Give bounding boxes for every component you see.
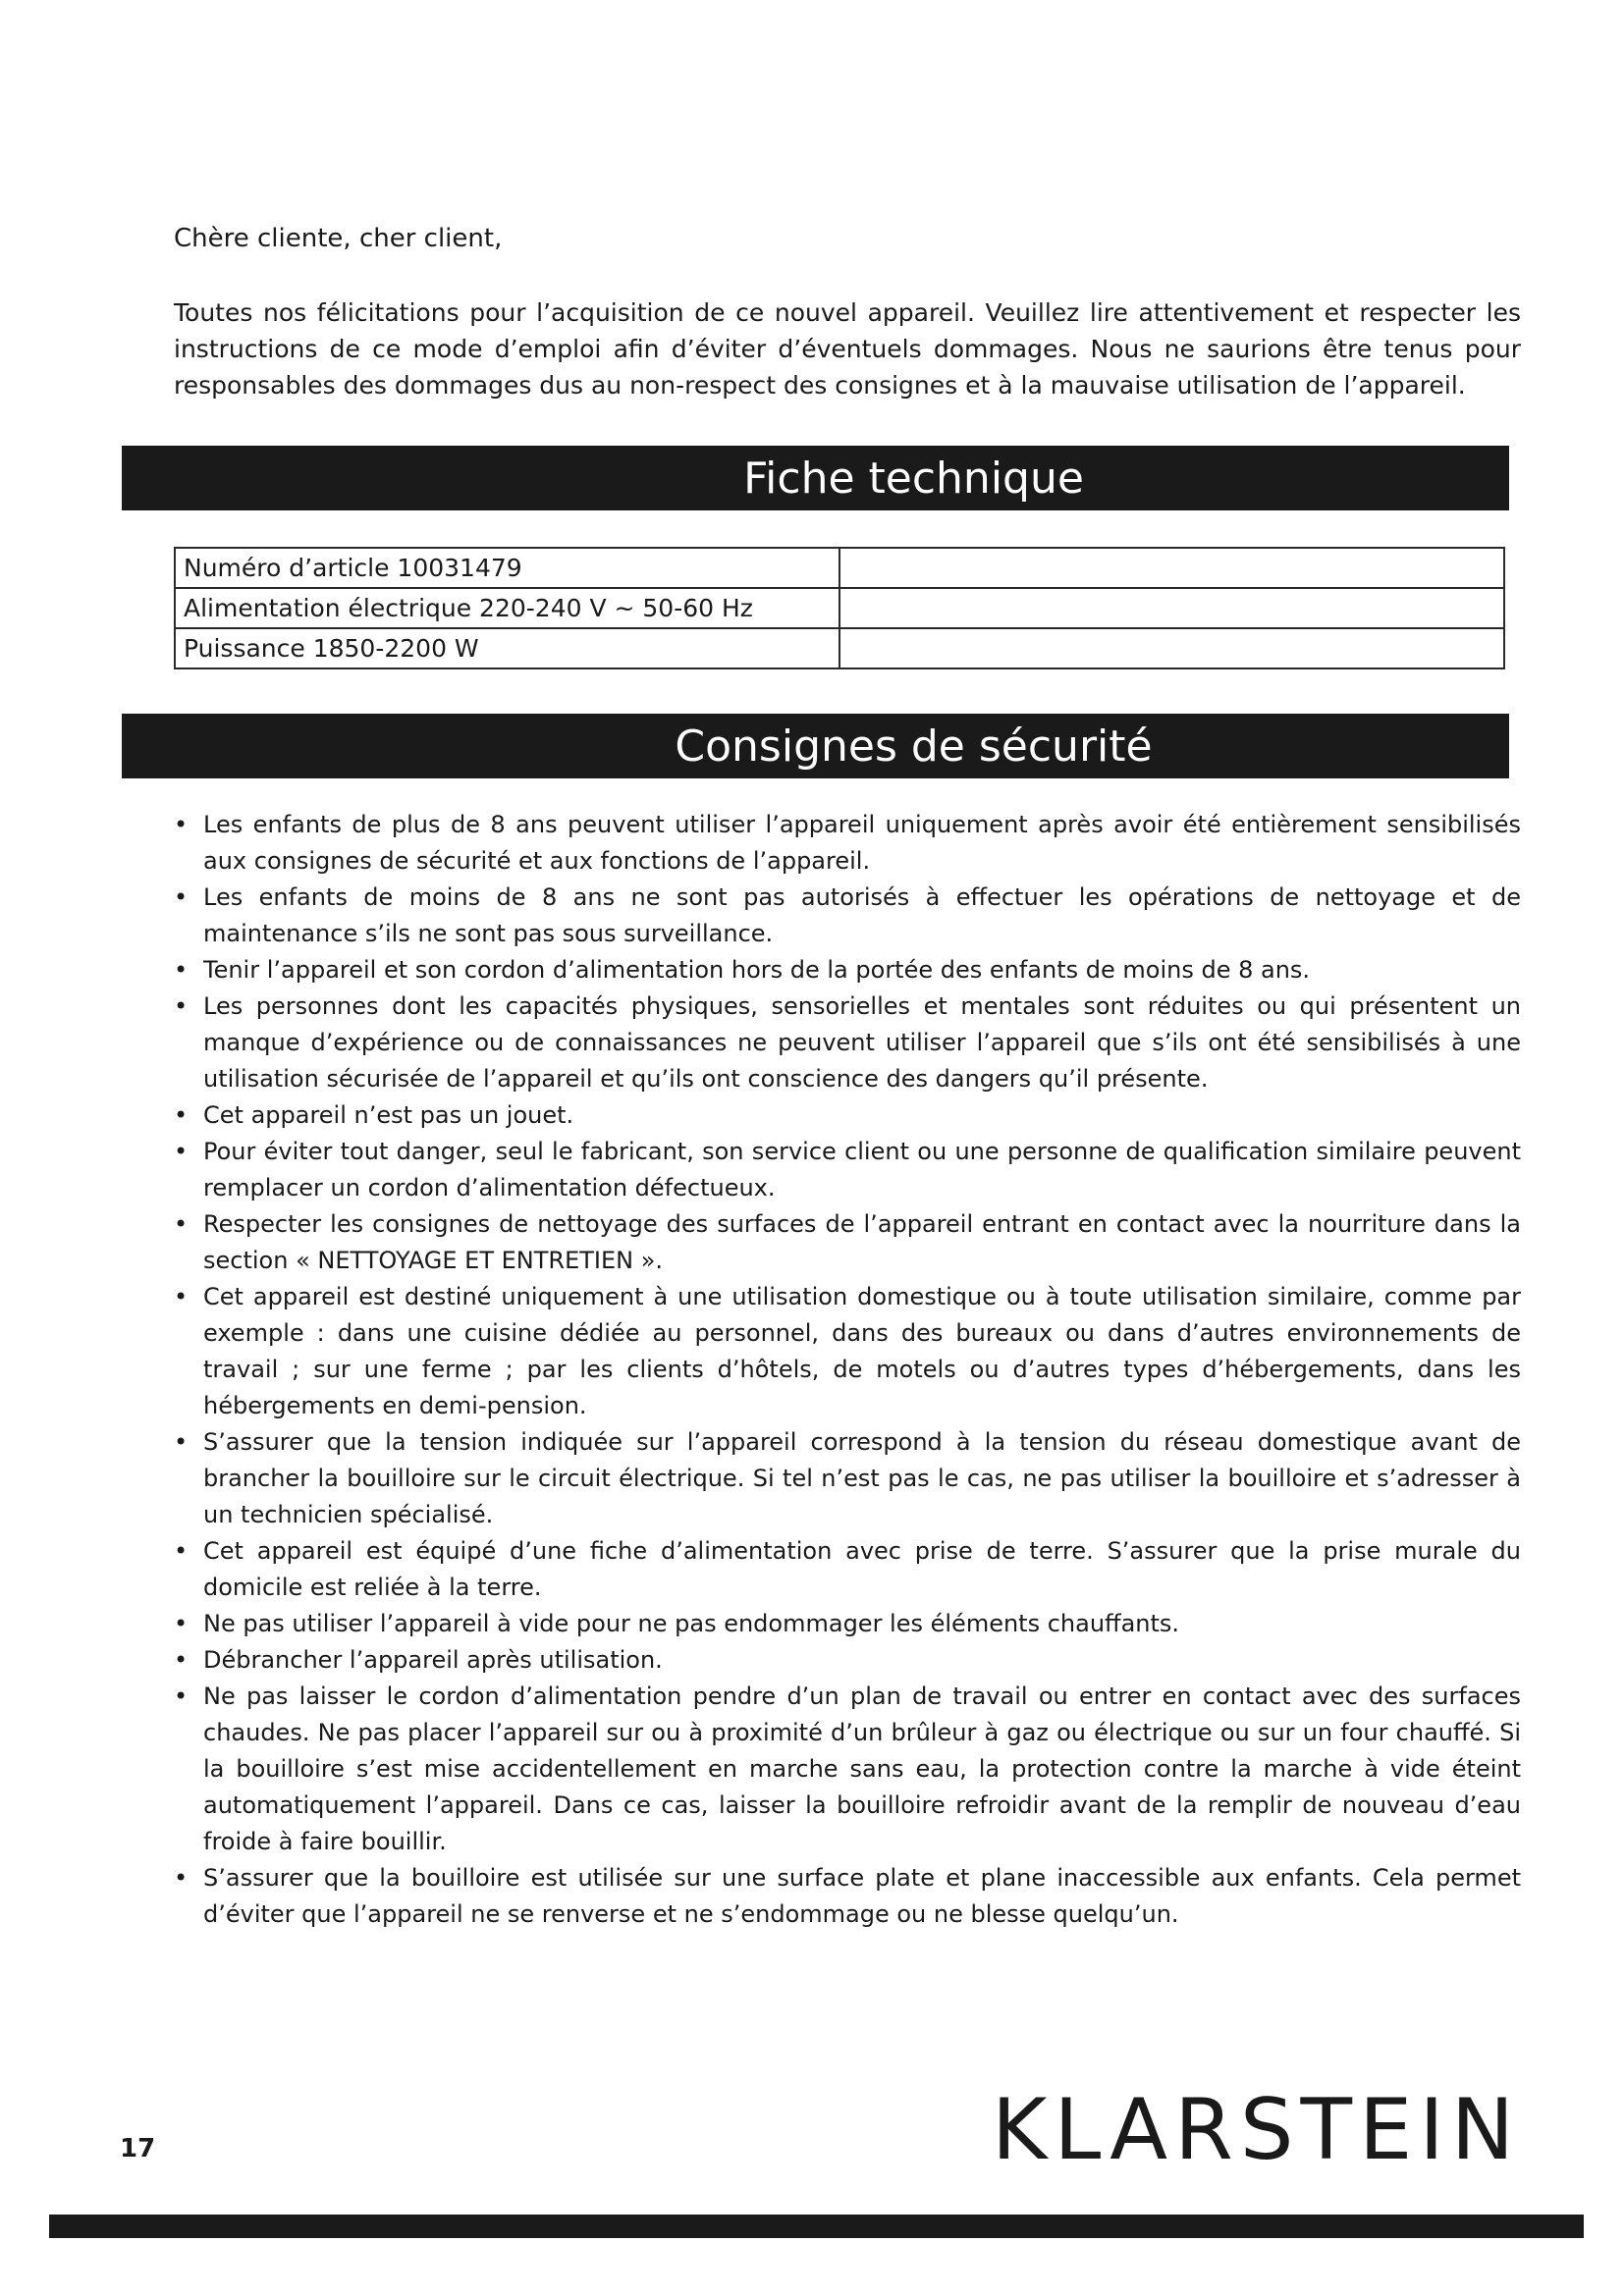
bullet-icon: • xyxy=(174,1138,189,1165)
list-item-text: Cet appareil est destiné uniquement à une utilisation domestique ou à toute utilisation similaire, comme par exemple : dans une cuisine dédiée au personnel, dans des bureaux ou dans d’autres environnements de travail ; sur une ferme ; par les clients d’hôtels, de motels ou d’autres types d’hébergements, dans les hébergements en demi-pension. xyxy=(203,1283,1521,1419)
list-item xyxy=(174,952,1521,988)
list-item-text: Respecter les consignes de nettoyage des surfaces de l’appareil entrant en contact avec la nourriture dans la section « NETTOYAGE ET ENTRETIEN ». xyxy=(203,1210,1521,1274)
list-item xyxy=(174,1134,1521,1206)
list-item-text: Ne pas utiliser l’appareil à vide pour ne pas endommager les éléments chauffants. xyxy=(203,1610,1180,1637)
list-item-text: Cet appareil n’est pas un jouet. xyxy=(203,1101,574,1129)
table-row xyxy=(175,548,1504,588)
bullet-icon: • xyxy=(174,1682,189,1710)
bullet-icon: • xyxy=(174,1864,189,1892)
bullet-icon: • xyxy=(174,1283,189,1310)
brand-logo: KLARSTEIN xyxy=(992,2081,1522,2179)
safety-list xyxy=(174,807,1521,1933)
list-item xyxy=(174,1860,1521,1933)
list-item-text: Les enfants de moins de 8 ans ne sont pas autorisés à effectuer les opérations de nettoyage et de maintenance s’ils ne sont pas sous surveillance. xyxy=(203,883,1521,947)
bullet-icon: • xyxy=(174,1428,189,1456)
greeting: Chère cliente, cher client, xyxy=(174,224,503,253)
bullet-icon: • xyxy=(174,1610,189,1637)
footer-rule xyxy=(49,2215,1584,2238)
list-item-text: Ne pas laisser le cordon d’alimentation pendre d’un plan de travail ou entrer en contact avec des surfaces chaudes. Ne pas placer l’appareil sur ou à proximité d’un brûleur à gaz ou électrique ou sur un four chauffé. Si la bouilloire s’est mise accidentellement en marche sans eau, la protection contre la marche à vide éteint automatiquement l’appareil. Dans ce cas, laisser la bouilloire refroidir avant de la remplir de nouveau d’eau froide à faire bouillir. xyxy=(203,1682,1521,1855)
bullet-icon: • xyxy=(174,1537,189,1565)
intro-paragraph: Toutes nos félicitations pour l’acquisition de ce nouvel appareil. Veuillez lire attentivement et respecter les instructions de ce mode d’emploi afin d’éviter d’éventuels dommages. Nous ne saurions être tenus pour responsables des dommages dus au non-respect des consignes et à la mauvaise utilisation de l’appareil. xyxy=(174,298,1521,400)
list-item xyxy=(174,988,1521,1097)
table-row xyxy=(175,588,1504,628)
spec-label: Puissance 1850-2200 W xyxy=(175,628,839,668)
list-item-text: Cet appareil est équipé d’une fiche d’alimentation avec prise de terre. S’assurer que la prise murale du domicile est reliée à la terre. xyxy=(203,1537,1521,1601)
bullet-icon: • xyxy=(174,811,189,838)
spec-label: Numéro d’article 10031479 xyxy=(175,548,839,588)
table-row xyxy=(175,628,1504,668)
list-item-text: S’assurer que la bouilloire est utilisée sur une surface plate et plane inaccessible aux enfants. Cela permet d’éviter que l’appareil ne se renverse et ne s’endommage ou ne blesse quelqu’un. xyxy=(203,1864,1521,1928)
list-item-text: Les personnes dont les capacités physiques, sensorielles et mentales sont réduites ou qui présentent un manque d’expérience ou de connaissances ne peuvent utiliser l’appareil que s’ils ont été sensibilisés à une utilisation sécurisée de l’appareil et qu’ils ont conscience des dangers qu’il présente. xyxy=(203,992,1521,1093)
list-item-text: Les enfants de plus de 8 ans peuvent utiliser l’appareil uniquement après avoir été entièrement sensibilisés aux consignes de sécurité et aux fonctions de l’appareil. xyxy=(203,811,1521,875)
list-item xyxy=(174,1424,1521,1533)
list-item xyxy=(174,880,1521,952)
bullet-icon: • xyxy=(174,992,189,1020)
list-item xyxy=(174,1533,1521,1606)
list-item xyxy=(174,807,1521,880)
list-item-text: Tenir l’appareil et son cordon d’alimentation hors de la portée des enfants de moins de 8 ans. xyxy=(203,956,1311,984)
list-item xyxy=(174,1097,1521,1134)
spec-value xyxy=(839,628,1504,668)
spec-label: Alimentation électrique 220-240 V ~ 50-60 Hz xyxy=(175,588,839,628)
consignes-heading: Consignes de sécurité xyxy=(122,714,1509,778)
list-item xyxy=(174,1279,1521,1424)
list-item xyxy=(174,1679,1521,1860)
bullet-icon: • xyxy=(174,1210,189,1238)
bullet-icon: • xyxy=(174,956,189,984)
spec-value xyxy=(839,548,1504,588)
bullet-icon: • xyxy=(174,1646,189,1674)
page-number: 17 xyxy=(120,2134,156,2163)
bullet-icon: • xyxy=(174,883,189,911)
bullet-icon: • xyxy=(174,1101,189,1129)
list-item-text: S’assurer que la tension indiquée sur l’appareil correspond à la tension du réseau domestique avant de brancher la bouilloire sur le circuit électrique. Si tel n’est pas le cas, ne pas utiliser la bouilloire et s’adresser à un technicien spécialisé. xyxy=(203,1428,1521,1528)
tech-spec-table xyxy=(174,547,1505,669)
spec-value xyxy=(839,588,1504,628)
list-item-text: Débrancher l’appareil après utilisation. xyxy=(203,1646,663,1674)
list-item-text: Pour éviter tout danger, seul le fabricant, son service client ou une personne de qualification similaire peuvent remplacer un cordon d’alimentation défectueux. xyxy=(203,1138,1521,1201)
list-item xyxy=(174,1642,1521,1679)
fiche-technique-heading: Fiche technique xyxy=(122,446,1509,510)
list-item xyxy=(174,1206,1521,1279)
list-item xyxy=(174,1606,1521,1642)
